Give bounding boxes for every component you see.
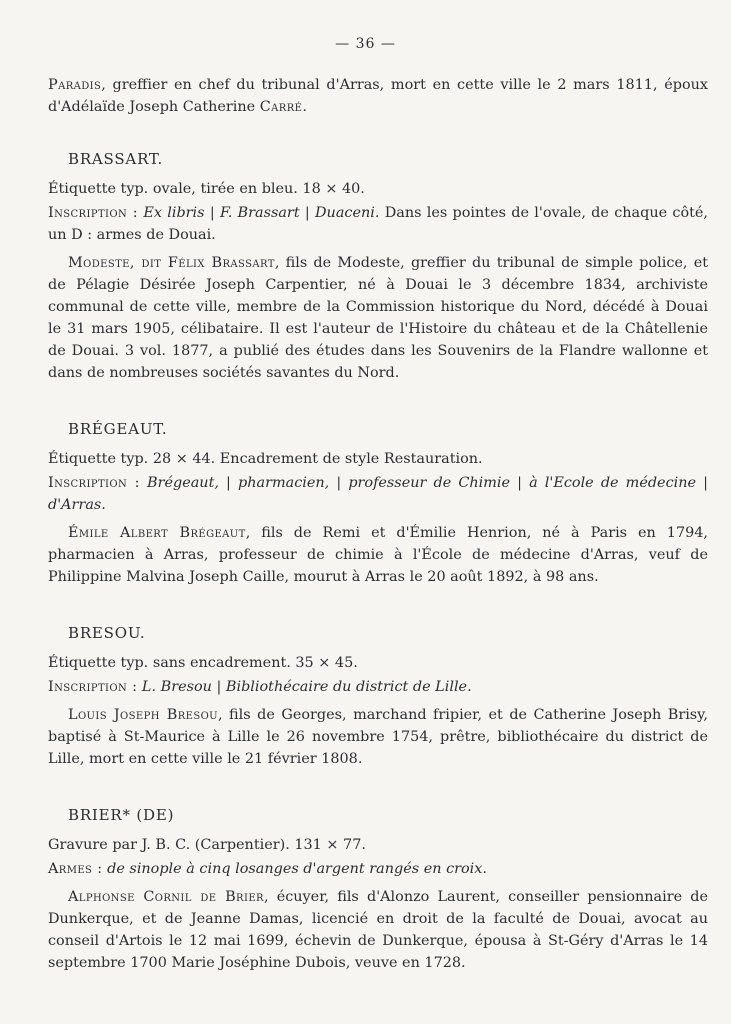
entry-heading: BRASSART. (68, 150, 164, 168)
intro-end: . (302, 99, 307, 115)
entry-brier (48, 804, 708, 974)
entry-biography (48, 522, 708, 588)
entry-label-description: Étiquette typ. ovale, tirée en bleu. 18 × 40. (48, 181, 365, 197)
entry-bresou (48, 622, 708, 770)
entry-label-description: Étiquette typ. 28 × 44. Encadrement de style Restauration. (48, 451, 483, 467)
entry-label-description: Gravure par J. B. C. (Carpentier). 131 × 77. (48, 837, 366, 853)
entry-arms (48, 858, 708, 880)
entry-label-description: Étiquette typ. sans encadrement. 35 × 45. (48, 655, 358, 671)
entry-heading: BRIER* (DE) (68, 806, 175, 824)
entry-brassart (48, 148, 708, 384)
intro-name: Paradis (48, 77, 102, 93)
inscription-note: Dans les pointes de l'ovale, de chaque côté, un D : armes de Douai. (48, 205, 708, 243)
inscription-label: Inscription : (48, 679, 138, 695)
bio-name: Louis Joseph Bresou (68, 707, 218, 723)
entry-biography (48, 252, 708, 384)
inscription-text: L. Bresou | Bibliothécaire du district de Lille. (141, 679, 472, 695)
bio-text: , écuyer, fils d'Alonzo Laurent, conseiller pensionnaire de Dunkerque, et de Jeanne Damas, licencié en droit de la faculté de Douai, avocat au conseil d'Artois le 12 mai 1699, échevin de Dunkerque, épousa à St-Géry d'Arras le 14 septembre 1700 Marie Joséphine Dubois, veuve en 1728. (48, 889, 708, 971)
inscription-text: Brégeaut, | pharmacien, | professeur de Chimie | à l'Ecole de médecine | d'Arras. (48, 475, 708, 513)
arms-text: de sinople à cinq losanges d'argent rangés en croix. (107, 861, 487, 877)
bio-name: Émile Albert Brégeaut (68, 525, 246, 541)
bio-text: , fils de Modeste, greffier du tribunal de simple police, et de Pélagie Désirée Joseph Carpentier, né à Douai le 3 décembre 1834, archiviste communal de cette ville, membre de la Commission historique du Nord, décédé à Douai le 31 mars 1905, célibataire. Il est l'auteur de l'Histoire du château et de la Châtellenie de Douai. 3 vol. 1877, a publié des études dans les Souvenirs de la Flandre wallonne et dans de nombreuses sociétés savantes du Nord. (48, 255, 708, 381)
bio-name: Modeste, dit Félix Brassart (68, 255, 275, 271)
inscription-text: Ex libris | F. Brassart | Duaceni. (143, 205, 380, 221)
entry-bregeaut (48, 418, 708, 588)
entry-heading: BRÉGEAUT. (68, 420, 168, 438)
bio-text: , fils de Remi et d'Émilie Henrion, né à Paris en 1794, pharmacien à Arras, professeur de chimie à l'École de médecine d'Arras, veuf de Philippine Malvina Joseph Caille, mourut à Arras le 20 août 1892, à 98 ans. (48, 525, 708, 585)
intro-text: , greffier en chef du tribunal d'Arras, mort en cette ville le 2 mars 1811, époux d'Adélaïde Joseph Catherine (48, 77, 708, 115)
inscription-label: Inscription : (48, 205, 139, 221)
entry-heading: BRESOU. (68, 624, 146, 642)
bio-text: , fils de Georges, marchand fripier, et de Catherine Joseph Brisy, baptisé à St-Maurice à Lille le 26 novembre 1754, prêtre, bibliothécaire du district de Lille, mort en cette ville le 21 février 1808. (48, 707, 708, 767)
entry-inscription (48, 472, 708, 516)
inscription-label: Inscription : (48, 475, 140, 491)
page-number: — 36 — (335, 36, 396, 52)
bio-name: Alphonse Cornil de Brier (68, 889, 264, 905)
entry-biography (48, 886, 708, 974)
page-content (48, 74, 708, 974)
entry-inscription (48, 676, 708, 698)
arms-label: Armes : (48, 861, 103, 877)
intro-spouse: Carré (259, 99, 303, 115)
entry-inscription (48, 202, 708, 246)
entry-biography (48, 704, 708, 770)
intro-paragraph (48, 74, 708, 118)
